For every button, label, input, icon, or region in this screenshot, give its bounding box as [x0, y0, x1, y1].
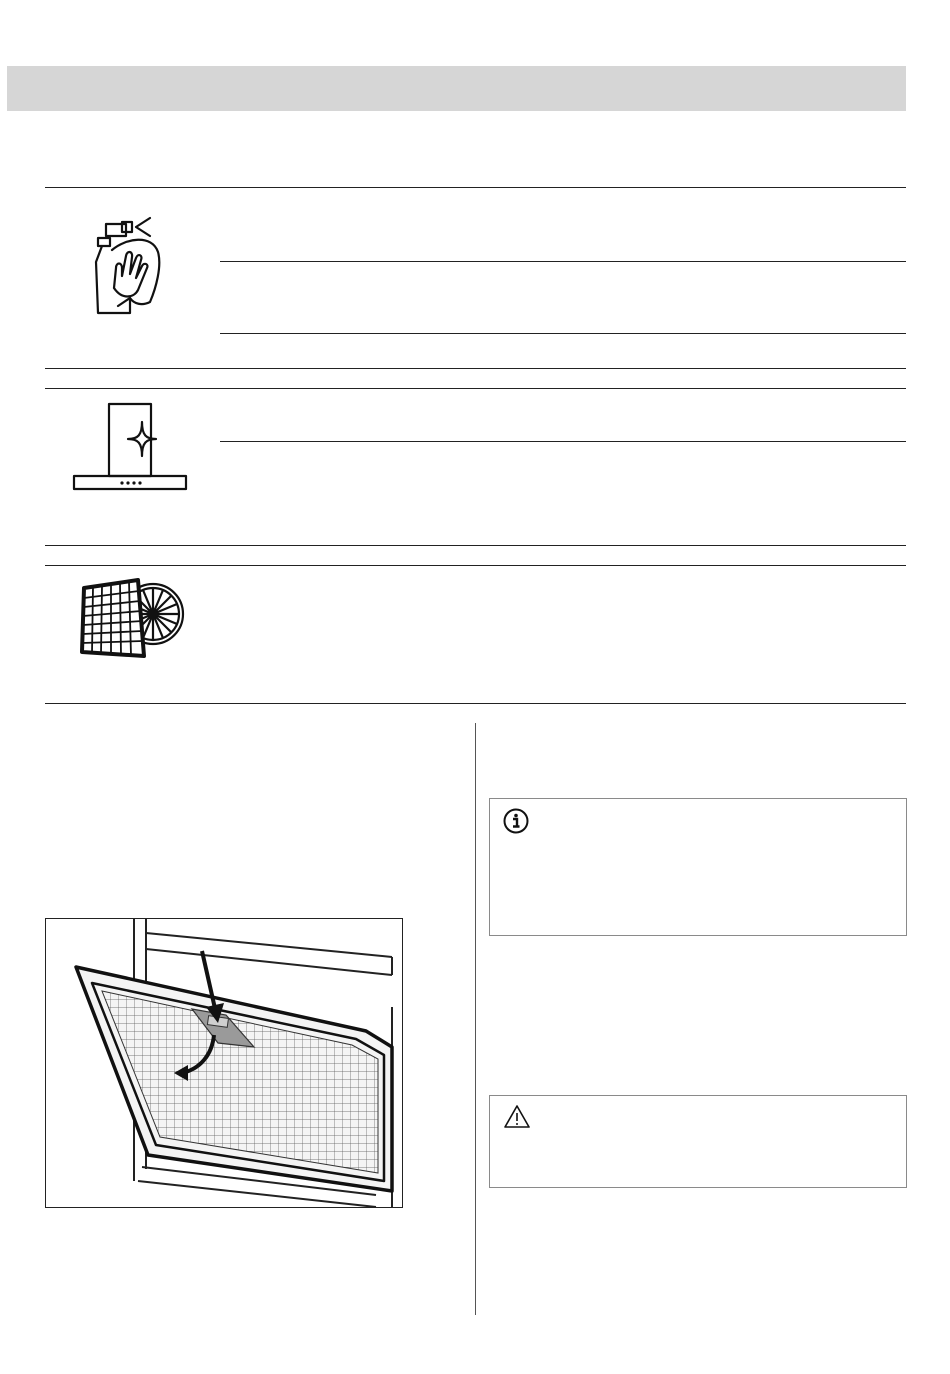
section-rule: [45, 388, 906, 389]
column-divider: [475, 723, 476, 1315]
info-note: [489, 798, 907, 936]
info-icon: [502, 807, 530, 835]
grease-and-charcoal-filter-icon: [78, 574, 190, 666]
table-bottom-rule: [45, 703, 906, 704]
cooker-hood-sparkle-icon: [72, 402, 188, 492]
row-divider: [220, 441, 906, 442]
warning-icon: [503, 1104, 531, 1130]
spray-bottle-wipe-icon: [82, 210, 182, 320]
warning-note: [489, 1095, 907, 1188]
section-rule: [45, 565, 906, 566]
section-header-bar: [7, 66, 906, 111]
table-top-rule: [45, 187, 906, 188]
filter-removal-illustration: [45, 918, 403, 1208]
section-rule: [45, 545, 906, 546]
section-rule: [45, 368, 906, 369]
row-divider: [220, 333, 906, 334]
row-divider: [220, 261, 906, 262]
